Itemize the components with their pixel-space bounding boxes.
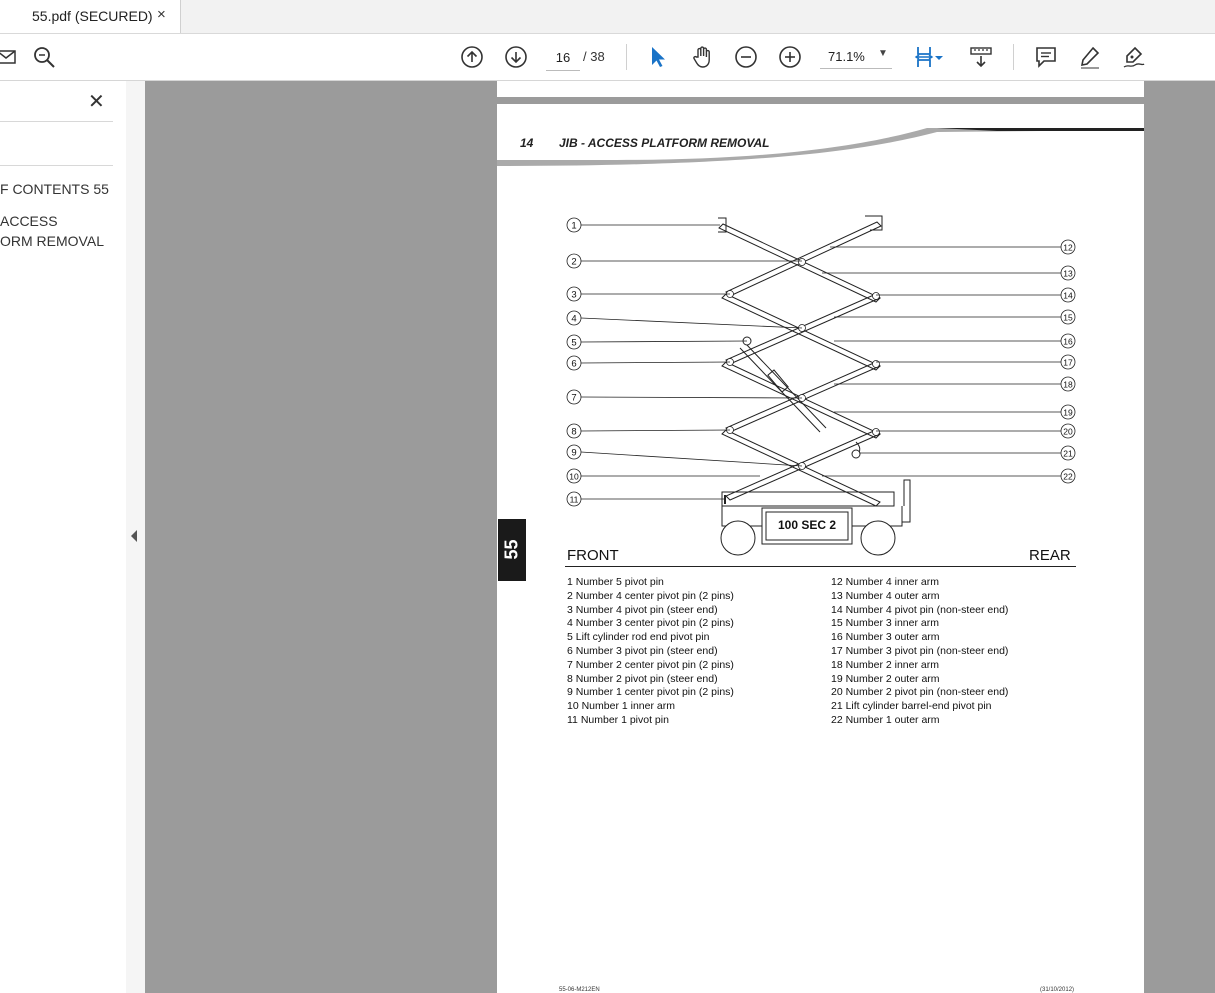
document-code: 55-06-M212EN	[559, 987, 600, 993]
page-title: JIB - ACCESS PLATFORM REMOVAL	[559, 136, 770, 150]
comment-icon[interactable]	[1033, 44, 1059, 70]
legend-item: 3 Number 4 pivot pin (steer end)	[567, 603, 718, 616]
legend-item: 1 Number 5 pivot pin	[567, 576, 664, 588]
tab-close-icon[interactable]: ×	[157, 6, 166, 23]
callout-number: 13	[1063, 268, 1073, 279]
toolbar-divider	[1013, 44, 1014, 70]
leader-line	[581, 452, 802, 466]
document-tab[interactable]	[0, 0, 181, 33]
callout-number: 16	[1063, 336, 1073, 347]
legend-left-column	[567, 576, 734, 728]
panel-divider	[0, 165, 113, 166]
search-icon[interactable]	[31, 44, 57, 70]
previous-page-icon[interactable]	[459, 44, 485, 70]
legend-item: 19 Number 2 outer arm	[831, 672, 940, 685]
front-label: FRONT	[567, 547, 619, 564]
callout-number: 17	[1063, 357, 1073, 368]
select-cursor-icon[interactable]	[645, 44, 671, 70]
legend-item: 10 Number 1 inner arm	[567, 700, 675, 713]
legend-rule	[565, 566, 1076, 567]
chevron-down-icon: ▼	[878, 48, 888, 59]
callout-number: 18	[1063, 379, 1073, 390]
sign-icon[interactable]	[1121, 44, 1147, 70]
bookmark-access-platform-removal-line2[interactable]: ORM REMOVAL	[0, 233, 104, 249]
legend-item: 16 Number 3 outer arm	[831, 631, 940, 644]
callout-number: 12	[1063, 242, 1073, 253]
page-number-input[interactable]	[546, 44, 580, 71]
tab-bar	[0, 0, 1215, 34]
legend-item: 2 Number 4 center pivot pin (2 pins)	[567, 589, 734, 602]
chapter-number: 55	[501, 539, 522, 560]
page-number: 14	[520, 136, 534, 150]
legend-item: 20 Number 2 pivot pin (non-steer end)	[831, 686, 1009, 699]
legend-item: 7 Number 2 center pivot pin (2 pins)	[567, 658, 734, 671]
bookmark-access-platform-removal-line1[interactable]: ACCESS	[0, 213, 58, 229]
callout-number: 9	[571, 447, 577, 459]
legend-item: 21 Lift cylinder barrel-end pivot pin	[831, 700, 992, 713]
email-icon[interactable]	[0, 44, 20, 70]
callout-number: 10	[569, 471, 579, 482]
panel-divider	[0, 121, 113, 122]
callout-number: 2	[571, 256, 577, 268]
callout-number: 8	[571, 426, 577, 438]
tab-title: 55.pdf (SECURED)	[32, 8, 153, 24]
header-swoosh	[497, 104, 1144, 224]
toolbar-divider	[626, 44, 627, 70]
legend-item: 15 Number 3 inner arm	[831, 617, 939, 630]
leader-line	[581, 397, 802, 398]
bookmark-table-of-contents[interactable]: F CONTENTS 55	[0, 181, 109, 197]
callout-number: 5	[571, 337, 577, 349]
scissor-lift-diagram	[560, 210, 1080, 560]
zoom-value: 71.1%	[828, 49, 865, 64]
legend-item: 22 Number 1 outer arm	[831, 713, 940, 726]
legend-item: 14 Number 4 pivot pin (non-steer end)	[831, 603, 1009, 616]
page-total: / 38	[583, 49, 605, 64]
document-date: (31/10/2012)	[1040, 987, 1075, 993]
callout-number: 14	[1063, 290, 1073, 301]
legend-item: 11 Number 1 pivot pin	[567, 713, 669, 726]
rear-label: REAR	[1029, 547, 1071, 564]
leader-line	[581, 430, 730, 431]
callout-number: 6	[571, 358, 577, 370]
legend-item: 4 Number 3 center pivot pin (2 pins)	[567, 617, 734, 630]
callout-number: 20	[1063, 426, 1073, 437]
close-panel-icon[interactable]: ✕	[88, 91, 105, 113]
callout-number: 21	[1063, 448, 1073, 459]
callout-number: 4	[571, 313, 577, 325]
callout-number: 22	[1063, 471, 1073, 482]
callout-number: 3	[571, 289, 577, 301]
callout-number: 1	[571, 220, 577, 232]
callout-number: 11	[569, 494, 579, 505]
previous-page-sheet	[497, 81, 1144, 97]
callout-number: 19	[1063, 407, 1073, 418]
legend-right-column	[831, 576, 1008, 728]
callout-number: 7	[571, 392, 577, 404]
legend-item: 13 Number 4 outer arm	[831, 589, 940, 602]
chapter-tab	[498, 519, 526, 581]
callout-number: 15	[1063, 312, 1073, 323]
scroll-mode-icon[interactable]	[968, 44, 994, 70]
leader-line	[581, 362, 730, 363]
machine-label: 100 SEC 2	[777, 518, 837, 532]
highlight-pen-icon[interactable]	[1077, 44, 1103, 70]
toolbar	[0, 34, 1215, 81]
legend-item: 6 Number 3 pivot pin (steer end)	[567, 644, 718, 657]
leader-line	[581, 341, 747, 342]
legend-item: 18 Number 2 inner arm	[831, 658, 939, 671]
legend-item: 12 Number 4 inner arm	[831, 576, 939, 588]
legend-item: 9 Number 1 center pivot pin (2 pins)	[567, 686, 734, 699]
legend-item: 8 Number 2 pivot pin (steer end)	[567, 672, 718, 685]
bookmarks-panel	[0, 81, 127, 993]
zoom-out-icon[interactable]	[733, 44, 759, 70]
zoom-in-icon[interactable]	[777, 44, 803, 70]
fit-options-chevron-icon[interactable]	[932, 44, 946, 70]
legend-item: 5 Lift cylinder rod end pivot pin	[567, 631, 710, 644]
next-page-icon[interactable]	[503, 44, 529, 70]
zoom-select[interactable]	[820, 44, 892, 69]
hand-tool-icon[interactable]	[689, 44, 715, 70]
legend-item: 17 Number 3 pivot pin (non-steer end)	[831, 644, 1009, 657]
collapse-panel-icon[interactable]	[131, 530, 137, 542]
